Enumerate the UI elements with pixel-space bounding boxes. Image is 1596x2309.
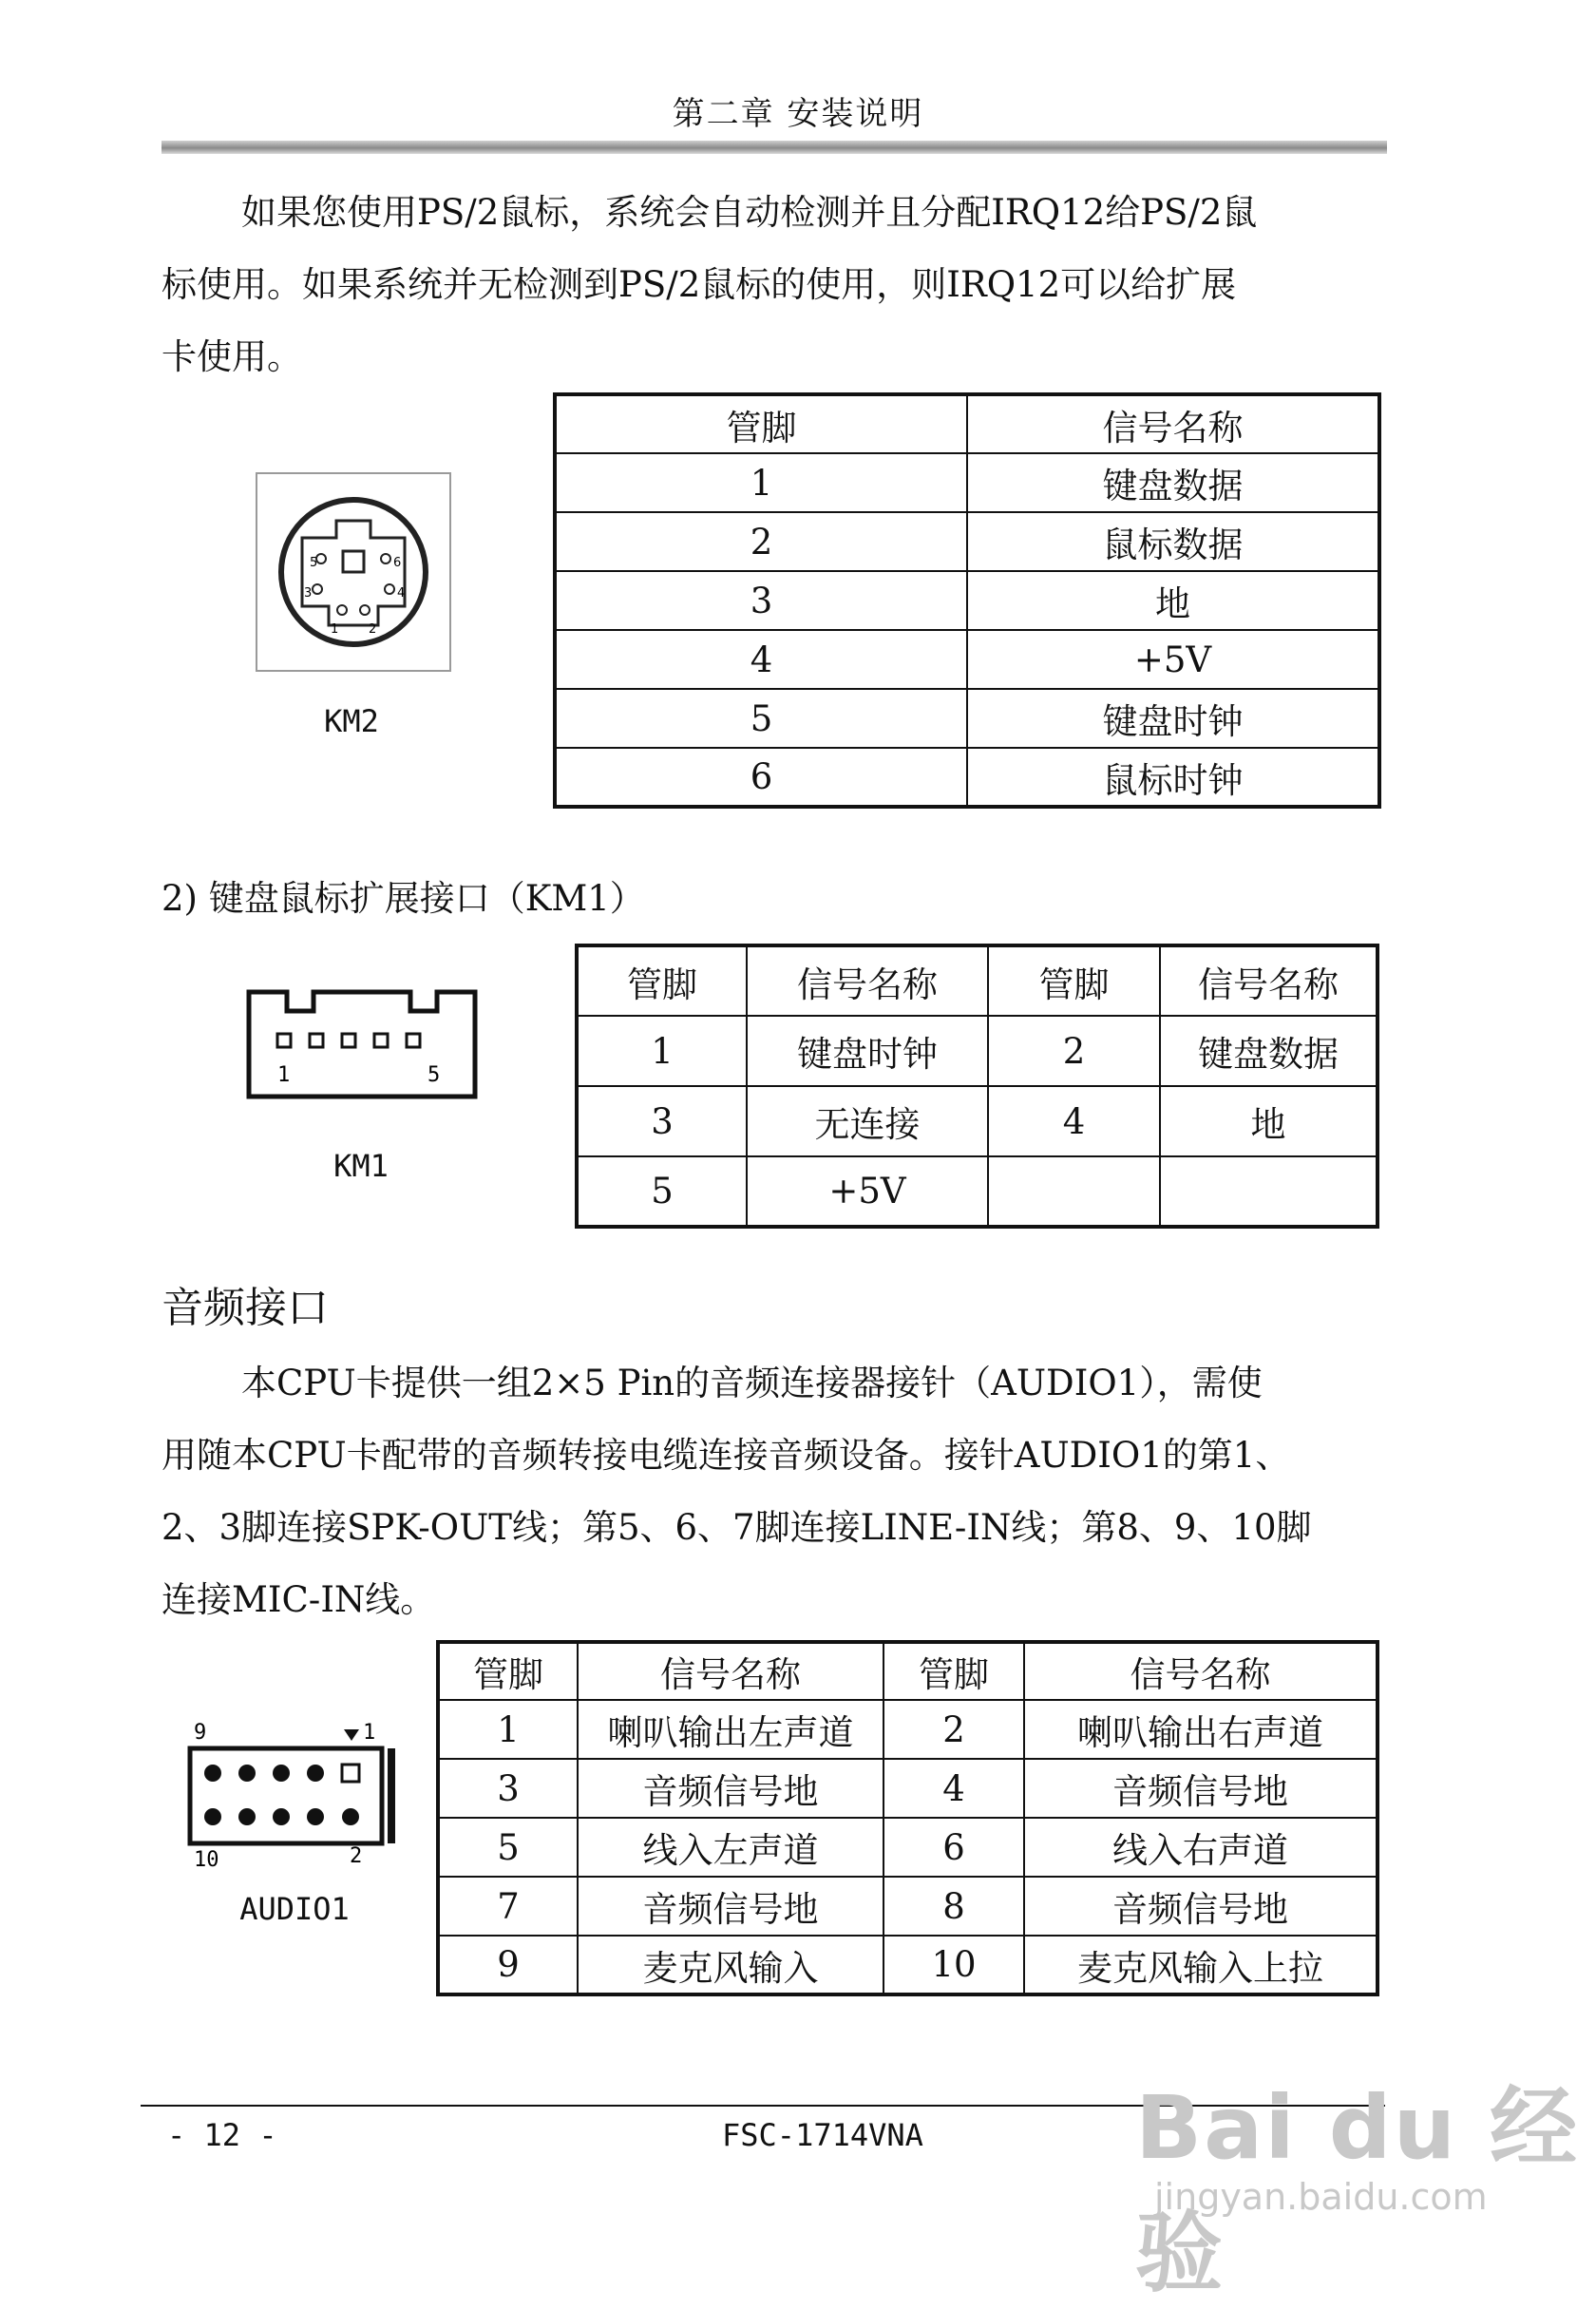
km2-signal-cell: 鼠标时钟 bbox=[967, 748, 1379, 807]
audio-paragraph bbox=[162, 1347, 1349, 1636]
km2-pin-cell: 6 bbox=[555, 748, 967, 807]
intro-line-1: 如果您使用PS/2鼠标，系统会自动检测并且分配IRQ12给PS/2鼠 bbox=[241, 192, 1258, 233]
km1-connector-diagram bbox=[245, 981, 479, 1100]
km1-caption: KM1 bbox=[333, 1148, 389, 1184]
audio1-header-pin: 管脚 bbox=[438, 1642, 578, 1700]
km2-pin-cell: 3 bbox=[555, 571, 967, 630]
table-row bbox=[577, 1086, 1378, 1156]
page-number: - 12 - bbox=[167, 2117, 277, 2153]
table-row bbox=[438, 1818, 1378, 1877]
table-row bbox=[438, 1759, 1378, 1818]
table-row bbox=[438, 1936, 1378, 1994]
km1-signal-cell: 无连接 bbox=[747, 1086, 988, 1156]
km2-signal-cell: 键盘数据 bbox=[967, 453, 1379, 512]
audio-line-4: 连接MIC-IN线。 bbox=[162, 1579, 436, 1620]
audio1-pin-top-right-label: 1 bbox=[363, 1721, 376, 1745]
km1-signal-cell: 地 bbox=[1160, 1086, 1378, 1156]
km1-pin-cell: 5 bbox=[577, 1156, 747, 1227]
km1-pin-first-label: 1 bbox=[277, 1063, 291, 1087]
audio-section-title: 音频接口 bbox=[162, 1284, 329, 1332]
km2-pin-cell: 4 bbox=[555, 630, 967, 689]
table-row bbox=[555, 512, 1379, 571]
model-number: FSC-1714VNA bbox=[722, 2117, 923, 2153]
km2-pin-cell: 5 bbox=[555, 689, 967, 748]
table-row bbox=[577, 1156, 1378, 1227]
km1-header-pin: 管脚 bbox=[988, 945, 1160, 1016]
km1-signal-cell: +5V bbox=[747, 1156, 988, 1227]
table-row bbox=[555, 630, 1379, 689]
km2-pin-label: 2 bbox=[369, 622, 377, 637]
km1-signal-cell: 键盘数据 bbox=[1160, 1016, 1378, 1086]
table-row bbox=[555, 571, 1379, 630]
audio1-pin-cell: 7 bbox=[438, 1877, 578, 1936]
km2-pin-table bbox=[553, 392, 1381, 809]
audio1-header-signal: 信号名称 bbox=[1024, 1642, 1378, 1700]
km2-pin-cell: 2 bbox=[555, 512, 967, 571]
km2-signal-cell: 地 bbox=[967, 571, 1379, 630]
audio1-connector-diagram bbox=[186, 1718, 405, 1870]
km2-signal-cell: 键盘时钟 bbox=[967, 689, 1379, 748]
intro-line-3: 卡使用。 bbox=[162, 336, 302, 377]
audio1-table-header bbox=[438, 1642, 1378, 1700]
km2-pin-label: 6 bbox=[393, 556, 402, 570]
km1-signal-cell: 键盘时钟 bbox=[747, 1016, 988, 1086]
intro-line-2: 标使用。如果系统并无检测到PS/2鼠标的使用，则IRQ12可以给扩展 bbox=[162, 264, 1237, 305]
audio1-signal-cell: 喇叭输出右声道 bbox=[1024, 1700, 1378, 1759]
audio1-signal-cell: 音频信号地 bbox=[578, 1877, 884, 1936]
km1-heading: 2) 键盘鼠标扩展接口（KM1） bbox=[162, 878, 645, 919]
audio1-pin-cell: 6 bbox=[884, 1818, 1024, 1877]
km2-caption: KM2 bbox=[324, 703, 379, 739]
audio1-pin-cell: 9 bbox=[438, 1936, 578, 1994]
table-row bbox=[555, 453, 1379, 512]
audio1-pin-cell: 5 bbox=[438, 1818, 578, 1877]
km2-pin-label: 1 bbox=[331, 622, 339, 637]
km2-signal-cell: +5V bbox=[967, 630, 1379, 689]
km2-header-pin: 管脚 bbox=[555, 394, 967, 453]
km2-pin-label: 4 bbox=[397, 586, 406, 601]
audio1-signal-cell: 音频信号地 bbox=[1024, 1759, 1378, 1818]
audio1-pin-top-left-label: 9 bbox=[194, 1721, 207, 1745]
header-rule bbox=[162, 141, 1387, 154]
km1-pin-table bbox=[575, 944, 1379, 1229]
km2-pin-label: 3 bbox=[304, 586, 313, 601]
km2-pin-cell: 1 bbox=[555, 453, 967, 512]
km1-pin-cell: 3 bbox=[577, 1086, 747, 1156]
table-row bbox=[438, 1877, 1378, 1936]
watermark-url: jingyan.baidu.com bbox=[1154, 2176, 1488, 2218]
audio1-header-pin: 管脚 bbox=[884, 1642, 1024, 1700]
km1-signal-cell bbox=[1160, 1156, 1378, 1227]
audio1-pin-cell: 1 bbox=[438, 1700, 578, 1759]
audio1-header-signal: 信号名称 bbox=[578, 1642, 884, 1700]
table-row bbox=[555, 689, 1379, 748]
audio1-pin-bottom-right-label: 2 bbox=[350, 1844, 363, 1868]
audio1-signal-cell: 喇叭输出左声道 bbox=[578, 1700, 884, 1759]
audio-line-3: 2、3脚连接SPK-OUT线；第5、6、7脚连接LINE-IN线；第8、9、10脚 bbox=[162, 1507, 1312, 1548]
km1-header-pin: 管脚 bbox=[577, 945, 747, 1016]
chapter-title: 第二章 安装说明 bbox=[672, 95, 924, 133]
km1-table-header bbox=[577, 945, 1378, 1016]
audio1-pin-cell: 10 bbox=[884, 1936, 1024, 1994]
audio1-pin-table bbox=[436, 1640, 1379, 1996]
audio1-signal-cell: 线入右声道 bbox=[1024, 1818, 1378, 1877]
km1-pin-last-label: 5 bbox=[428, 1063, 441, 1087]
audio1-pin-cell: 2 bbox=[884, 1700, 1024, 1759]
audio-line-1: 本CPU卡提供一组2×5 Pin的音频连接器接针（AUDIO1），需使 bbox=[241, 1363, 1263, 1403]
km1-pin-cell: 4 bbox=[988, 1086, 1160, 1156]
audio1-signal-cell: 音频信号地 bbox=[1024, 1877, 1378, 1936]
km2-table-header bbox=[555, 394, 1379, 453]
km1-header-signal: 信号名称 bbox=[747, 945, 988, 1016]
km1-pin-cell bbox=[988, 1156, 1160, 1227]
km1-header-signal: 信号名称 bbox=[1160, 945, 1378, 1016]
audio1-caption: AUDIO1 bbox=[239, 1891, 350, 1927]
km2-header-signal: 信号名称 bbox=[967, 394, 1379, 453]
audio1-signal-cell: 音频信号地 bbox=[578, 1759, 884, 1818]
audio1-signal-cell: 麦克风输入上拉 bbox=[1024, 1936, 1378, 1994]
watermark-logo: Bai du 经验 bbox=[1135, 2077, 1580, 2304]
audio1-signal-cell: 线入左声道 bbox=[578, 1818, 884, 1877]
table-row bbox=[577, 1016, 1378, 1086]
intro-paragraph bbox=[162, 177, 1349, 393]
audio1-pin-cell: 4 bbox=[884, 1759, 1024, 1818]
audio1-signal-cell: 麦克风输入 bbox=[578, 1936, 884, 1994]
audio1-pin-cell: 8 bbox=[884, 1877, 1024, 1936]
table-row bbox=[438, 1700, 1378, 1759]
km2-pin-label: 5 bbox=[310, 556, 318, 570]
km1-pin-cell: 1 bbox=[577, 1016, 747, 1086]
table-row bbox=[555, 748, 1379, 807]
audio1-pin-bottom-left-label: 10 bbox=[194, 1848, 219, 1870]
km2-signal-cell: 鼠标数据 bbox=[967, 512, 1379, 571]
km1-pin-cell: 2 bbox=[988, 1016, 1160, 1086]
audio1-pin-cell: 3 bbox=[438, 1759, 578, 1818]
audio-line-2: 用随本CPU卡配带的音频转接电缆连接音频设备。接针AUDIO1的第1、 bbox=[162, 1435, 1291, 1476]
km2-connector-diagram bbox=[255, 471, 452, 673]
